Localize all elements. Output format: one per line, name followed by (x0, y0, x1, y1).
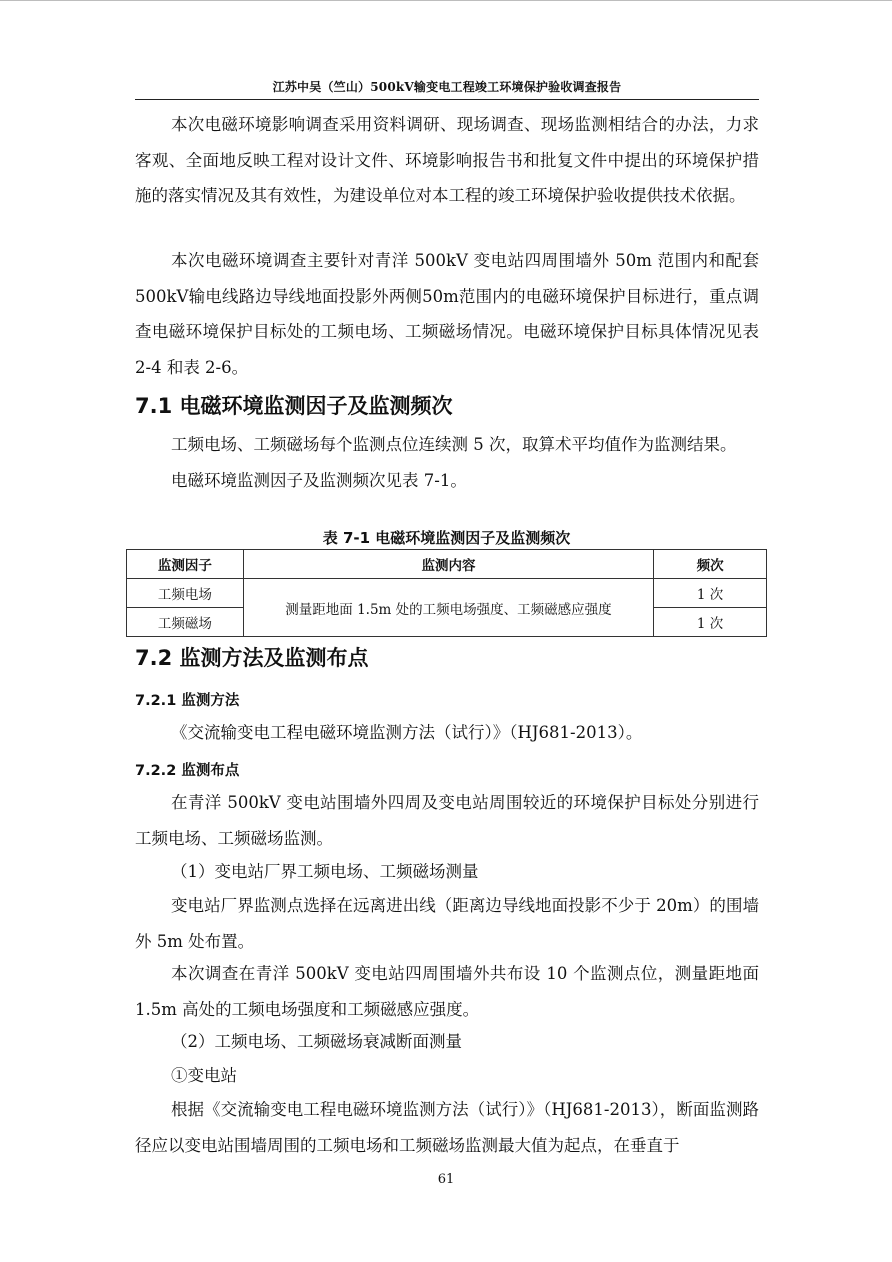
paragraph: 在青洋 500kV 变电站围墙外四周及变电站周围较近的环境保护目标处分别进行工频电场、工频磁场监测。 (135, 793, 759, 848)
table-header-cell: 频次 (654, 550, 767, 579)
paragraph: 工频电场、工频磁场每个监测点位连续测 5 次，取算术平均值作为监测结果。 (171, 435, 737, 454)
table-cell-freq: 1 次 (654, 579, 767, 608)
paragraph: （2）工频电场、工频磁场衰减断面测量 (171, 1032, 462, 1051)
table-header-row (127, 550, 767, 579)
paragraph: 电磁环境监测因子及监测频次见表 7-1。 (171, 471, 467, 490)
header-rule (135, 99, 759, 100)
paragraph: 根据《交流输变电工程电磁环境监测方法（试行）》（HJ681-2013），断面监测路径应以变电站围墙周围的工频电场和工频磁场监测最大值为起点，在垂直于 (135, 1100, 759, 1155)
table-row (127, 579, 767, 608)
scan-top-edge (0, 0, 892, 1)
table-cell-content: 测量距地面 1.5m 处的工频电场强度、工频磁感应强度 (243, 579, 653, 637)
table-cell-factor: 工频电场 (127, 579, 244, 608)
paragraph: 本次电磁环境影响调查采用资料调研、现场调查、现场监测相结合的办法，力求客观、全面地反映工程对设计文件、环境影响报告书和批复文件中提出的环境保护措施的落实情况及其有效性，为建设单位对本工程的竣工环境保护验收提供技术依据。 (135, 115, 759, 205)
paragraph: 变电站厂界监测点选择在远离进出线（距离边导线地面投影不少于 20m）的围墙外 5m 处布置。 (135, 896, 759, 951)
paragraph: ①变电站 (171, 1066, 237, 1085)
paragraph: 本次调查在青洋 500kV 变电站四周围墙外共布设 10 个监测点位，测量距地面 1.5m 高处的工频电场强度和工频磁感应强度。 (135, 964, 759, 1019)
table-cell-factor: 工频磁场 (127, 608, 244, 637)
section-heading-7-1: 7.1 电磁环境监测因子及监测频次 (135, 394, 453, 418)
table-header-cell: 监测内容 (243, 550, 653, 579)
section-heading-7-2: 7.2 监测方法及监测布点 (135, 646, 369, 670)
subsection-heading-7-2-1: 7.2.1 监测方法 (135, 693, 240, 709)
table-header-cell: 监测因子 (127, 550, 244, 579)
table-caption: 表 7-1 电磁环境监测因子及监测频次 (322, 529, 571, 547)
running-header: 江苏中吴（竺山）500kV输变电工程竣工环境保护验收调查报告 (272, 80, 622, 94)
page-number: 61 (437, 1172, 455, 1187)
subsection-heading-7-2-2: 7.2.2 监测布点 (135, 763, 240, 779)
monitoring-table (126, 549, 767, 637)
paragraph: 本次电磁环境调查主要针对青洋 500kV 变电站四周围墙外 50m 范围内和配套500kV输电线路边导线地面投影外两侧50m范围内的电磁环境保护目标进行，重点调查电磁环境保护目标处的工频电场、工频磁场情况。电磁环境保护目标具体情况见表 2-4 和表 2-6。 (135, 251, 759, 377)
paragraph: 《交流输变电工程电磁环境监测方法（试行）》（HJ681-2013）。 (171, 723, 643, 742)
paragraph: （1）变电站厂界工频电场、工频磁场测量 (171, 862, 479, 881)
table-cell-freq: 1 次 (654, 608, 767, 637)
